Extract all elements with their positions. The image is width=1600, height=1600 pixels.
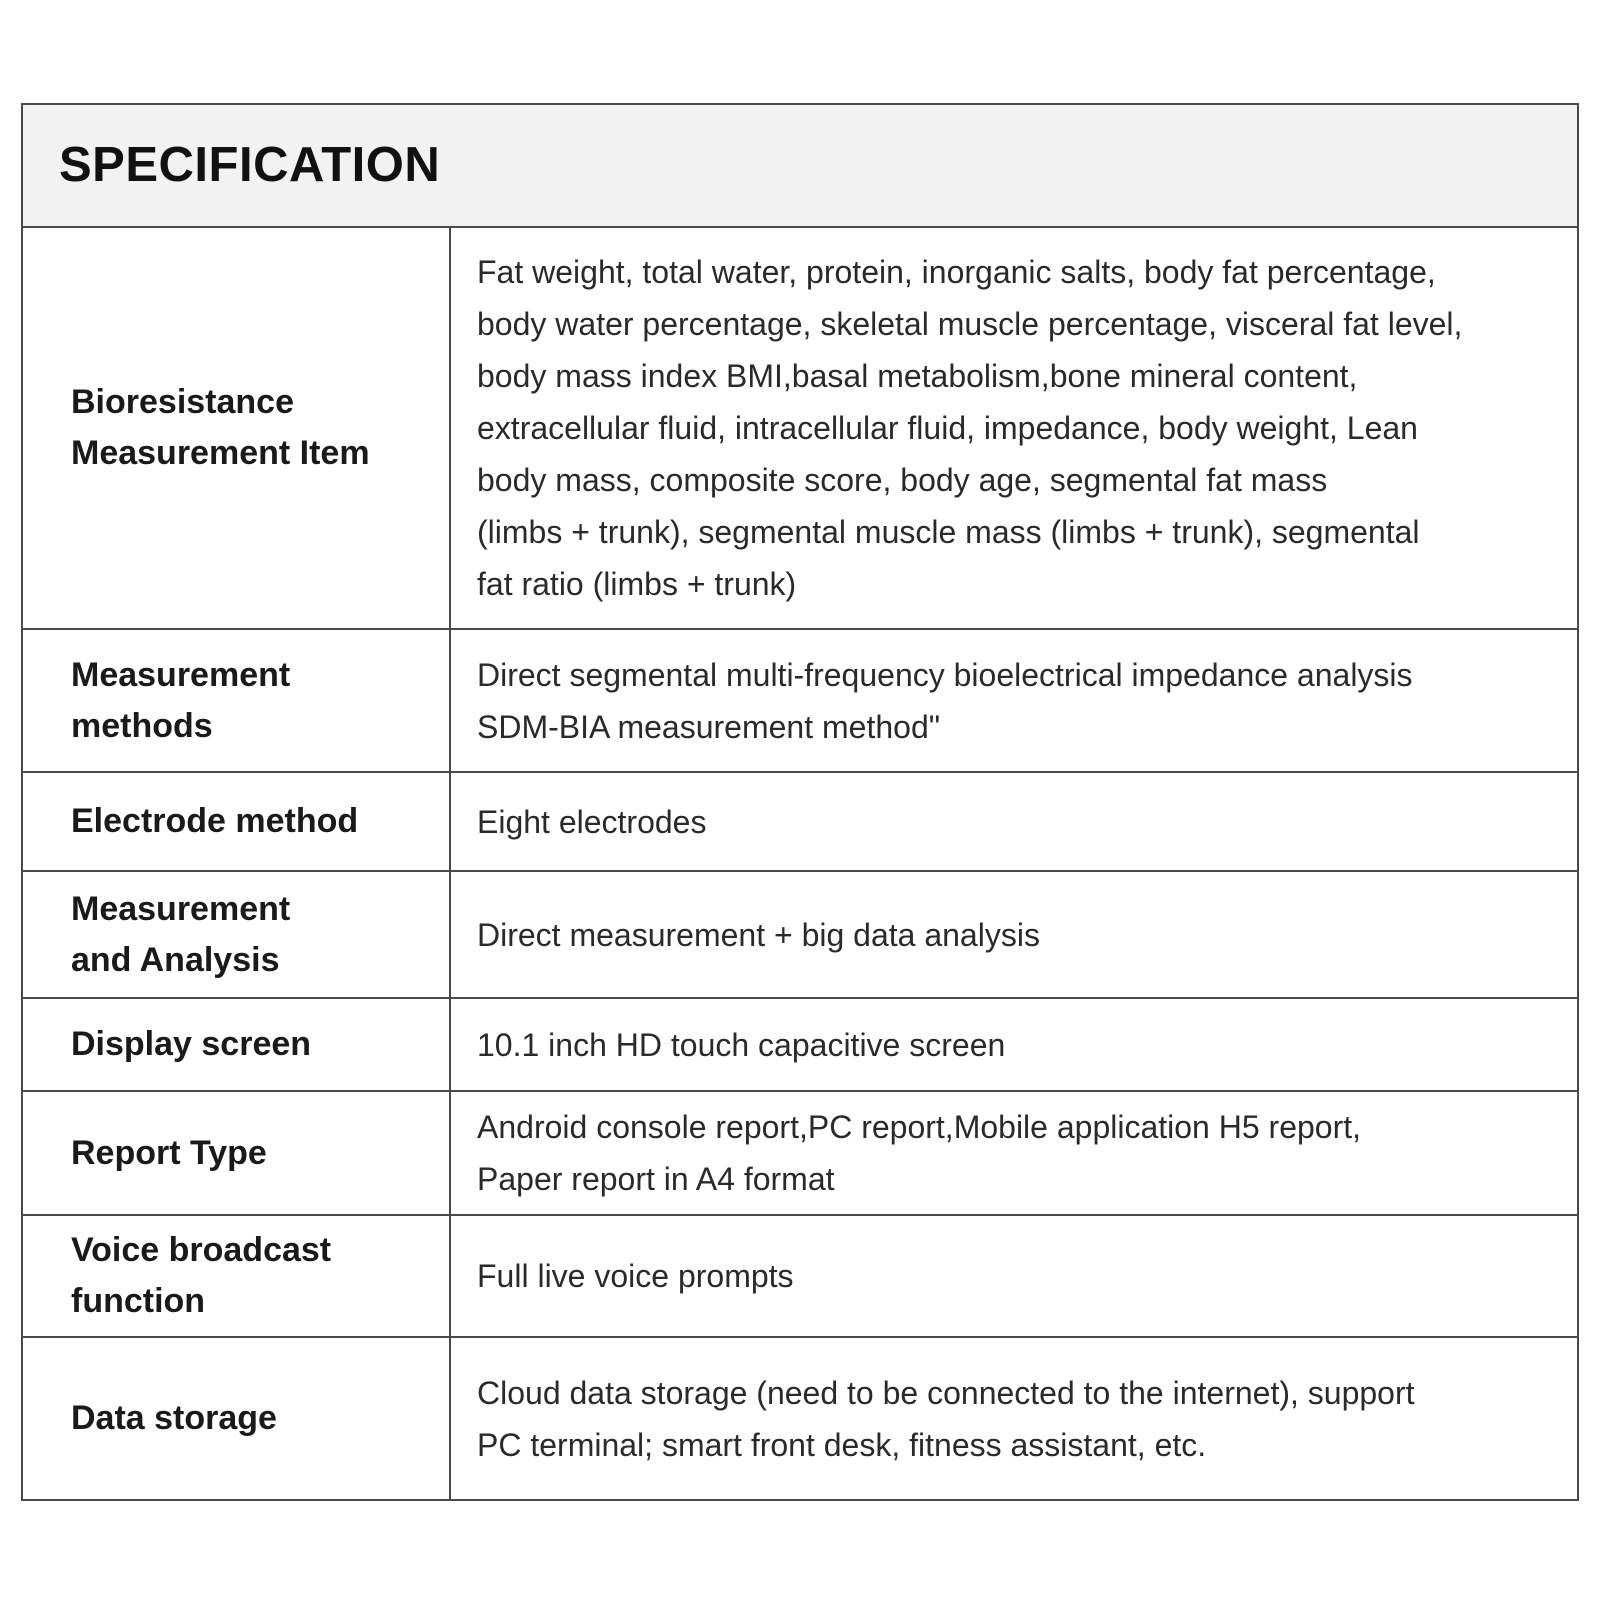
table-row-data-storage [23,1338,1577,1499]
row-label-cell [23,630,451,771]
row-label: Voice broadcast function [71,1231,332,1320]
row-label-cell [23,1092,451,1214]
row-label: Measurement methods [71,655,291,745]
row-value: Cloud data storage (need to be connected to the internet), support PC terminal; smart front desk, fitness assistant, etc. [477,1374,1415,1463]
row-label: Display screen [71,1025,312,1063]
specification-table [21,103,1579,1501]
row-label-cell [23,1216,451,1336]
row-value-cell [451,228,1577,628]
row-value: Direct measurement + big data analysis [477,916,1040,953]
specification-title: SPECIFICATION [59,138,441,192]
row-value: Full live voice prompts [477,1258,794,1294]
row-label: Electrode method [71,802,359,840]
table-row-electrode-method [23,773,1577,872]
row-value-cell [451,1216,1577,1336]
row-label-cell [23,872,451,997]
row-value-cell [451,630,1577,771]
row-value-cell [451,773,1577,870]
row-label: Bioresistance Measurement Item [71,383,370,472]
row-label: Data storage [71,1399,277,1437]
row-value-cell [451,872,1577,997]
specification-header [23,105,1577,228]
row-value: Fat weight, total water, protein, inorganic salts, body fat percentage, body water percentage, skeletal muscle percentage, visceral fat level, body mass index BMI,basal metabolism,bone mineral content, extracellular fluid, intracellular fluid, impedance, body weight, Lean body mass, composite score, body age, segmental fat mass (limbs + trunk), segmental muscle mass (limbs + trunk), segmental fat ratio (limbs + trunk) [477,254,1463,602]
table-row-display-screen [23,999,1577,1092]
row-value: Android console report,PC report,Mobile application H5 report, Paper report in A4 format [477,1109,1362,1197]
row-label: Measurement and Analysis [71,889,291,979]
row-value: 10.1 inch HD touch capacitive screen [477,1026,1006,1063]
row-value-cell [451,1338,1577,1499]
row-value: Direct segmental multi-frequency bioelectrical impedance analysis SDM-BIA measurement method" [477,656,1413,745]
row-label-cell [23,773,451,870]
row-label: Report Type [71,1133,267,1172]
table-row-measurement-methods [23,630,1577,773]
row-label-cell [23,1338,451,1499]
table-row-bioresistance [23,228,1577,630]
table-row-voice-broadcast [23,1216,1577,1338]
row-label-cell [23,228,451,628]
row-value: Eight electrodes [477,803,707,840]
row-label-cell [23,999,451,1090]
table-row-measurement-analysis [23,872,1577,999]
table-row-report-type [23,1092,1577,1216]
row-value-cell [451,999,1577,1090]
row-value-cell [451,1092,1577,1214]
